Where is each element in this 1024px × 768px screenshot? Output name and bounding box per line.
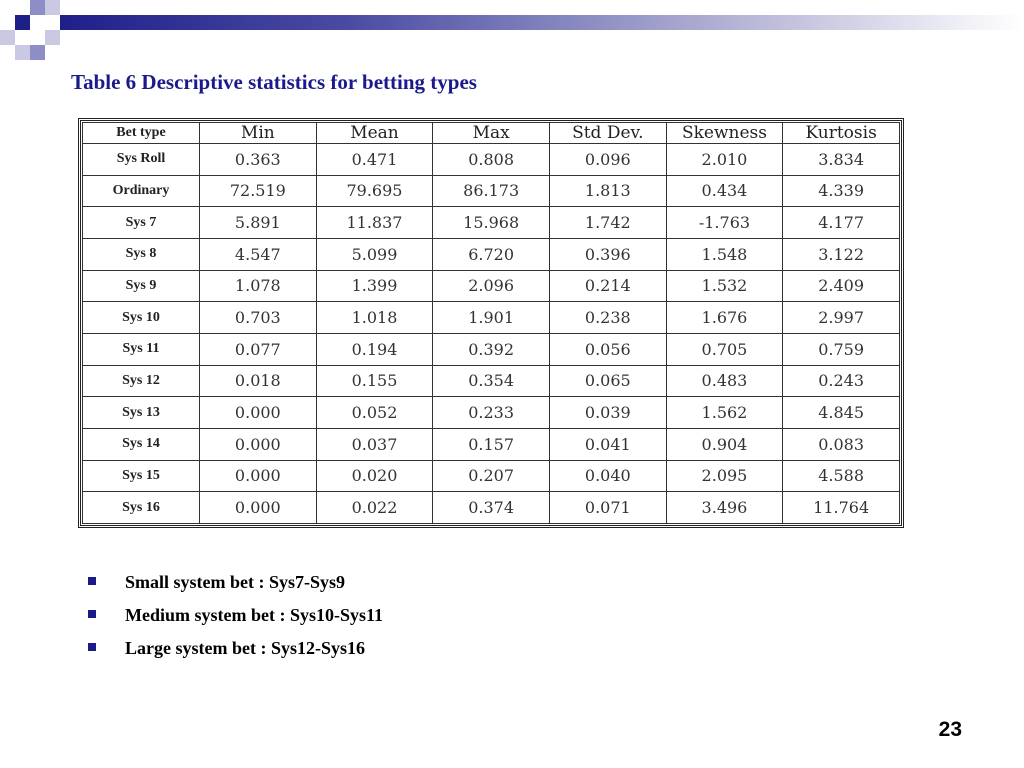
decor-square — [15, 45, 30, 60]
bet-type-cell: Sys 11 — [83, 333, 200, 365]
stat-value-cell: 0.396 — [549, 238, 666, 270]
decor-square — [30, 45, 45, 60]
stat-value-cell: 3.496 — [666, 492, 783, 524]
stat-value-cell: 11.837 — [316, 207, 433, 239]
stat-value-cell: 0.096 — [549, 144, 666, 176]
column-header: Max — [433, 123, 550, 144]
stat-value-cell: 0.083 — [783, 428, 900, 460]
stat-value-cell: 4.177 — [783, 207, 900, 239]
stat-value-cell: 0.434 — [666, 175, 783, 207]
stat-value-cell: 1.018 — [316, 302, 433, 334]
bullet-text: Small system bet : Sys7-Sys9 — [125, 572, 346, 592]
stat-value-cell: 0.207 — [433, 460, 550, 492]
stat-value-cell: 0.040 — [549, 460, 666, 492]
stat-value-cell: 0.808 — [433, 144, 550, 176]
decor-square — [15, 15, 30, 30]
stat-value-cell: 0.155 — [316, 365, 433, 397]
stat-value-cell: 0.705 — [666, 333, 783, 365]
square-bullet-icon — [88, 577, 96, 585]
stat-value-cell: 0.056 — [549, 333, 666, 365]
bet-type-cell: Sys 13 — [83, 397, 200, 429]
column-header: Skewness — [666, 123, 783, 144]
table-header-row — [83, 123, 900, 144]
stat-value-cell: 0.018 — [200, 365, 317, 397]
stat-value-cell: 1.813 — [549, 175, 666, 207]
stat-value-cell: 0.374 — [433, 492, 550, 524]
bet-type-cell: Sys 15 — [83, 460, 200, 492]
stat-value-cell: 1.399 — [316, 270, 433, 302]
column-header: Min — [200, 123, 317, 144]
stat-value-cell: 0.392 — [433, 333, 550, 365]
stat-value-cell: 1.676 — [666, 302, 783, 334]
table-row — [83, 492, 900, 524]
bet-type-cell: Sys Roll — [83, 144, 200, 176]
table-row — [83, 238, 900, 270]
stat-value-cell: 0.703 — [200, 302, 317, 334]
stat-value-cell: 0.039 — [549, 397, 666, 429]
decor-square — [45, 0, 60, 15]
stat-value-cell: 5.891 — [200, 207, 317, 239]
stat-value-cell: 79.695 — [316, 175, 433, 207]
decor-square — [30, 0, 45, 15]
table-row — [83, 333, 900, 365]
stat-value-cell: 15.968 — [433, 207, 550, 239]
table-row — [83, 365, 900, 397]
decor-square — [0, 30, 15, 45]
stat-value-cell: 0.904 — [666, 428, 783, 460]
stat-value-cell: 4.339 — [783, 175, 900, 207]
stat-value-cell: 1.078 — [200, 270, 317, 302]
page-number: 23 — [938, 718, 962, 741]
stat-value-cell: 0.065 — [549, 365, 666, 397]
stat-value-cell: 4.845 — [783, 397, 900, 429]
column-header: Bet type — [83, 123, 200, 144]
stat-value-cell: 2.095 — [666, 460, 783, 492]
bullet-text: Medium system bet : Sys10-Sys11 — [125, 605, 384, 625]
header-decoration — [0, 0, 1024, 64]
table-row — [83, 460, 900, 492]
stat-value-cell: 0.354 — [433, 365, 550, 397]
column-header: Std Dev. — [549, 123, 666, 144]
stat-value-cell: 1.548 — [666, 238, 783, 270]
stat-value-cell: 0.000 — [200, 428, 317, 460]
stat-value-cell: 2.997 — [783, 302, 900, 334]
bet-type-cell: Sys 16 — [83, 492, 200, 524]
stat-value-cell: 2.010 — [666, 144, 783, 176]
stat-value-cell: 4.547 — [200, 238, 317, 270]
stat-value-cell: 0.194 — [316, 333, 433, 365]
stat-value-cell: 0.071 — [549, 492, 666, 524]
bet-type-cell: Sys 12 — [83, 365, 200, 397]
table-row — [83, 144, 900, 176]
stat-value-cell: 11.764 — [783, 492, 900, 524]
stat-value-cell: 5.099 — [316, 238, 433, 270]
stat-value-cell: 0.000 — [200, 397, 317, 429]
stat-value-cell: 0.022 — [316, 492, 433, 524]
stat-value-cell: 1.532 — [666, 270, 783, 302]
table-row — [83, 270, 900, 302]
stat-value-cell: 0.041 — [549, 428, 666, 460]
square-bullet-icon — [88, 643, 96, 651]
bullet-text: Large system bet : Sys12-Sys16 — [125, 638, 365, 658]
stat-value-cell: 0.157 — [433, 428, 550, 460]
table-row — [83, 207, 900, 239]
table-row — [83, 428, 900, 460]
bet-type-cell: Sys 7 — [83, 207, 200, 239]
table-body — [83, 144, 900, 524]
decor-square — [45, 30, 60, 45]
stat-value-cell: 0.243 — [783, 365, 900, 397]
stat-value-cell: 0.037 — [316, 428, 433, 460]
column-header: Mean — [316, 123, 433, 144]
bet-type-cell: Sys 9 — [83, 270, 200, 302]
column-header: Kurtosis — [783, 123, 900, 144]
bet-type-cell: Sys 8 — [83, 238, 200, 270]
table-row — [83, 397, 900, 429]
stat-value-cell: 4.588 — [783, 460, 900, 492]
header-gradient-bar — [60, 15, 1024, 30]
stat-value-cell: 2.096 — [433, 270, 550, 302]
stat-value-cell: 1.562 — [666, 397, 783, 429]
stat-value-cell: 1.742 — [549, 207, 666, 239]
table-row — [83, 302, 900, 334]
stat-value-cell: 1.901 — [433, 302, 550, 334]
bet-type-cell: Ordinary — [83, 175, 200, 207]
stat-value-cell: 72.519 — [200, 175, 317, 207]
bet-type-cell: Sys 10 — [83, 302, 200, 334]
stat-value-cell: 0.020 — [316, 460, 433, 492]
descriptive-statistics-table — [82, 122, 900, 524]
table-row — [83, 175, 900, 207]
stat-value-cell: 0.233 — [433, 397, 550, 429]
stat-value-cell: 0.052 — [316, 397, 433, 429]
stat-value-cell: 0.214 — [549, 270, 666, 302]
stat-value-cell: 0.000 — [200, 460, 317, 492]
stat-value-cell: 0.759 — [783, 333, 900, 365]
stats-table-frame — [78, 118, 904, 528]
stat-value-cell: -1.763 — [666, 207, 783, 239]
slide-title: Table 6 Descriptive statistics for betting types — [71, 70, 477, 94]
stat-value-cell: 2.409 — [783, 270, 900, 302]
stat-value-cell: 3.122 — [783, 238, 900, 270]
stat-value-cell: 0.000 — [200, 492, 317, 524]
stat-value-cell: 0.363 — [200, 144, 317, 176]
stat-value-cell: 0.077 — [200, 333, 317, 365]
stat-value-cell: 0.238 — [549, 302, 666, 334]
stat-value-cell: 3.834 — [783, 144, 900, 176]
stat-value-cell: 0.483 — [666, 365, 783, 397]
bet-type-cell: Sys 14 — [83, 428, 200, 460]
stat-value-cell: 6.720 — [433, 238, 550, 270]
stat-value-cell: 0.471 — [316, 144, 433, 176]
stat-value-cell: 86.173 — [433, 175, 550, 207]
square-bullet-icon — [88, 610, 96, 618]
